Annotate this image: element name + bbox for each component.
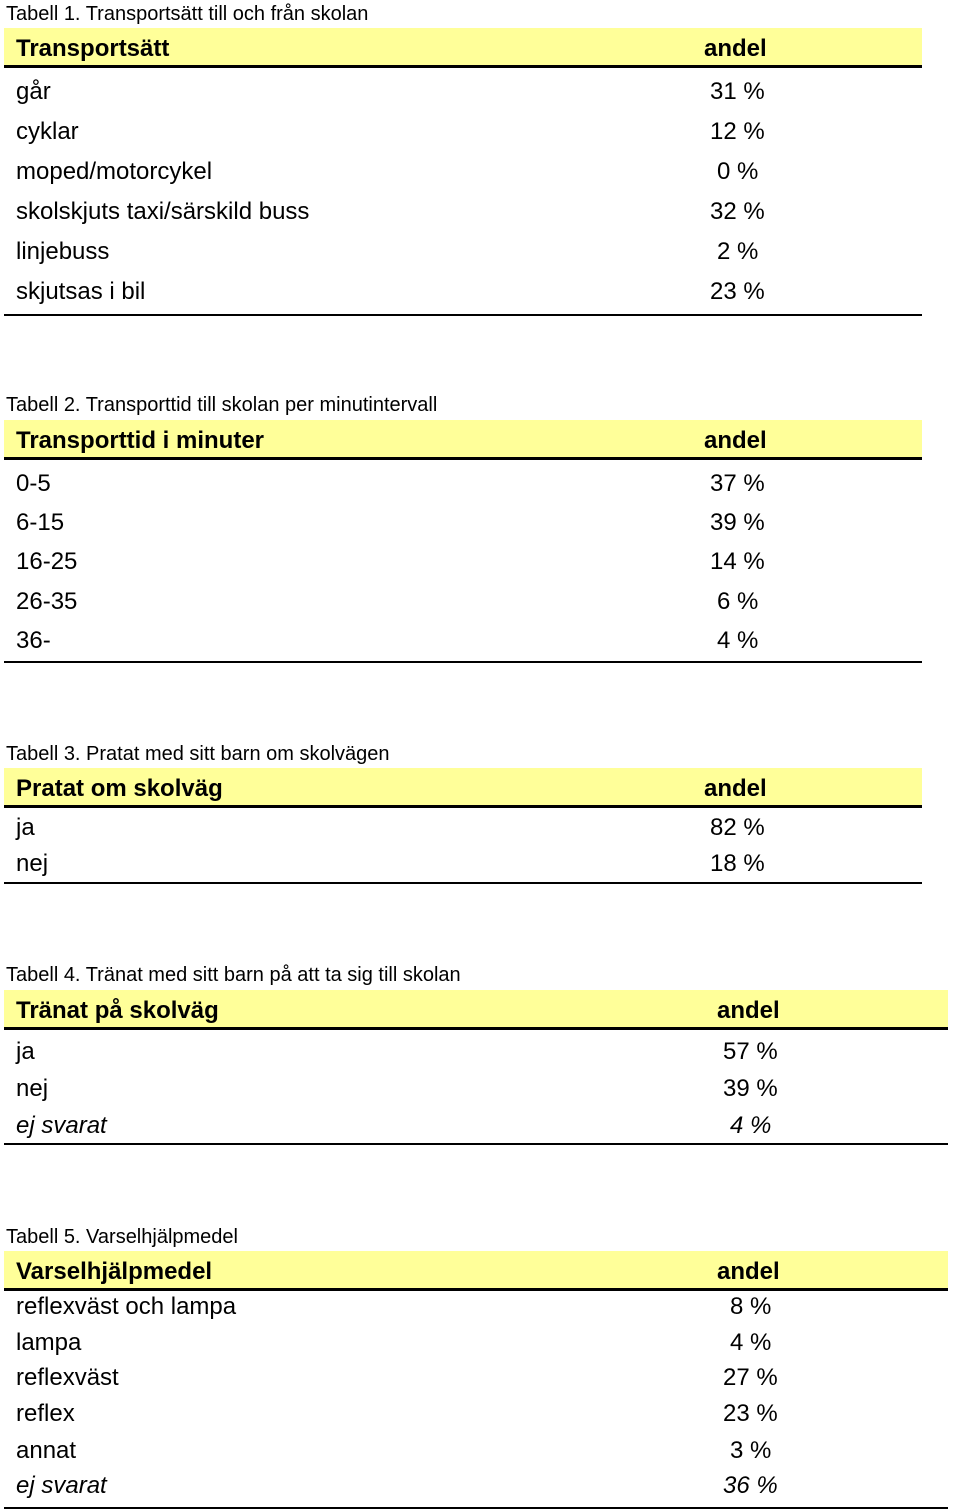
table4-caption: Tabell 4. Tränat med sitt barn på att ta sig till skolan	[6, 964, 461, 986]
row-label: skjutsas i bil	[16, 278, 146, 305]
row-value: 4 %	[730, 1112, 772, 1139]
table3-col2-header: andel	[704, 775, 767, 802]
table3	[4, 768, 922, 884]
table2-col2-header: andel	[704, 427, 767, 454]
table3-body	[4, 808, 922, 884]
table3-caption: Tabell 3. Pratat med sitt barn om skolvägen	[6, 743, 390, 765]
row-value: 82 %	[710, 814, 765, 841]
table2	[4, 420, 922, 663]
table3-header	[4, 768, 922, 808]
row-value: 31 %	[710, 78, 765, 105]
table3-col1-header: Pratat om skolväg	[16, 775, 223, 802]
table5-body	[4, 1291, 948, 1509]
table5-col2-header: andel	[717, 1258, 780, 1285]
row-label: 36-	[16, 627, 51, 654]
row-label: 0-5	[16, 470, 51, 497]
row-label: moped/motorcykel	[16, 158, 213, 185]
row-label: ja	[16, 814, 35, 841]
row-value: 39 %	[710, 509, 765, 536]
row-label: 16-25	[16, 548, 78, 575]
row-label: ja	[16, 1038, 35, 1065]
table2-header	[4, 420, 922, 460]
row-value: 36 %	[723, 1472, 778, 1499]
row-value: 57 %	[723, 1038, 778, 1065]
row-label: ej svarat	[16, 1112, 107, 1139]
table1-body	[4, 68, 922, 316]
row-label: lampa	[16, 1329, 82, 1356]
table5-header	[4, 1251, 948, 1291]
row-label: reflexväst och lampa	[16, 1293, 237, 1320]
table4-body	[4, 1030, 948, 1145]
table5-caption: Tabell 5. Varselhjälpmedel	[6, 1226, 238, 1248]
row-value: 14 %	[710, 548, 765, 575]
table1	[4, 28, 922, 316]
row-value: 2 %	[717, 238, 759, 265]
table5	[4, 1251, 948, 1509]
row-label: annat	[16, 1437, 77, 1464]
table4-col1-header: Tränat på skolväg	[16, 997, 219, 1024]
row-value: 4 %	[730, 1329, 772, 1356]
row-value: 27 %	[723, 1364, 778, 1391]
row-label: nej	[16, 1075, 49, 1102]
row-value: 6 %	[717, 588, 759, 615]
table2-col1-header: Transporttid i minuter	[16, 427, 265, 454]
table1-col2-header: andel	[704, 35, 767, 62]
row-label: 26-35	[16, 588, 78, 615]
row-label: 6-15	[16, 509, 65, 536]
row-value: 0 %	[717, 158, 759, 185]
row-label: cyklar	[16, 118, 79, 145]
row-label: ej svarat	[16, 1472, 107, 1499]
row-label: reflexväst	[16, 1364, 119, 1391]
row-label: skolskjuts taxi/särskild buss	[16, 198, 310, 225]
row-value: 18 %	[710, 850, 765, 877]
table2-caption: Tabell 2. Transporttid till skolan per minutintervall	[6, 394, 438, 416]
table2-body	[4, 460, 922, 663]
row-value: 4 %	[717, 627, 759, 654]
row-value: 3 %	[730, 1437, 772, 1464]
row-value: 12 %	[710, 118, 765, 145]
row-value: 23 %	[723, 1400, 778, 1427]
row-value: 39 %	[723, 1075, 778, 1102]
table4-col2-header: andel	[717, 997, 780, 1024]
table5-col1-header: Varselhjälpmedel	[16, 1258, 213, 1285]
row-value: 8 %	[730, 1293, 772, 1320]
row-value: 23 %	[710, 278, 765, 305]
row-label: går	[16, 78, 51, 105]
table4-header	[4, 990, 948, 1030]
row-label: nej	[16, 850, 49, 877]
row-label: reflex	[16, 1400, 75, 1427]
table4	[4, 990, 948, 1145]
row-value: 37 %	[710, 470, 765, 497]
row-label: linjebuss	[16, 238, 110, 265]
row-value: 32 %	[710, 198, 765, 225]
table1-col1-header: Transportsätt	[16, 35, 170, 62]
table1-header	[4, 28, 922, 68]
table1-caption: Tabell 1. Transportsätt till och från skolan	[6, 3, 369, 25]
